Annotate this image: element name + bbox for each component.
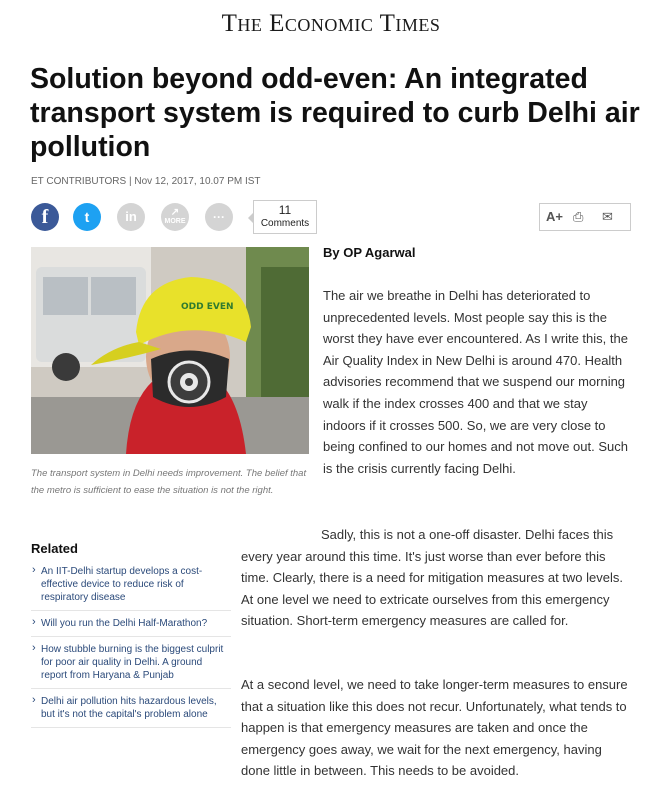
facebook-icon[interactable]: f xyxy=(31,203,59,231)
image-caption: The transport system in Delhi needs improvement. The belief that the metro is sufficient to ease the situation is not the right. xyxy=(31,468,307,496)
twitter-icon[interactable]: t xyxy=(73,203,101,231)
comments-count-button[interactable] xyxy=(253,200,317,234)
cap-print: ODD EVEN xyxy=(181,302,234,312)
related-heading: Related xyxy=(31,541,78,556)
article-photo-illustration xyxy=(31,247,309,454)
share-toolbar xyxy=(31,200,631,236)
comments-label: Comments xyxy=(260,218,310,229)
linkedin-icon[interactable]: in xyxy=(117,203,145,231)
article-paragraph: Sadly, this is not a one-off disaster. Delhi faces this every year around this time. It's just worse than ever before this time. Clearly, there is a need for mitigation measures at two levels. At one level we need to extricate ourselves from this emergency situation. Short-term emergency measures are called for. xyxy=(241,527,623,629)
author-byline: By OP Agarwal xyxy=(323,245,416,260)
site-masthead[interactable]: The Economic Times xyxy=(221,10,441,37)
comment-bubble-icon[interactable]: ··· xyxy=(205,203,233,231)
article-paragraph: At a second level, we need to take longer-term measures to ensure that a situation like this does not recur. Unfortunately, what tends to happen is that emergency measures are taken and once the emergency goes away, we wait for the next emergency, having done little in between. This needs to be avoided. xyxy=(241,677,628,779)
comments-count: 11 xyxy=(278,203,292,217)
print-icon[interactable]: ⎙ xyxy=(573,209,584,224)
article-headline: Solution beyond odd-even: An integrated transport system is required to curb Delhi air pollution xyxy=(30,63,640,163)
article-image xyxy=(31,247,309,454)
share-more-label: MORE xyxy=(164,218,186,225)
share-more-icon[interactable]: ↗ MORE xyxy=(161,203,189,231)
related-link[interactable]: › How stubble burning is the biggest culprit for poor air quality in Delhi. A ground report from Haryana & Punjab xyxy=(31,643,231,689)
related-link[interactable]: › An IIT-Delhi startup develops a cost-effective device to reduce risk of respiratory disease xyxy=(31,565,231,611)
related-list xyxy=(31,565,231,734)
article-meta: ET CONTRIBUTORS | Nov 12, 2017, 10.07 PM IST xyxy=(31,176,261,187)
article-tools xyxy=(539,203,631,231)
font-size-button[interactable]: A+ xyxy=(546,209,563,224)
mail-icon[interactable]: ✉ xyxy=(602,209,613,224)
related-link[interactable]: › Will you run the Delhi Half-Marathon? xyxy=(31,617,231,637)
related-link[interactable]: › Delhi air pollution hits hazardous levels, but it's not the capital's problem alone xyxy=(31,695,231,728)
article-paragraph: The air we breathe in Delhi has deteriorated to unprecedented levels. Most people say this is the worst they have ever encountered. As I write this, the Air Quality Index in New Delhi is around 470. Health advisories recommend that we suspend our morning walk if the index crosses 400 and that we stay indoors if it crosses 500. So, we are very close to being confined to our homes and not move out. Such is the crisis currently facing Delhi. xyxy=(323,288,628,476)
